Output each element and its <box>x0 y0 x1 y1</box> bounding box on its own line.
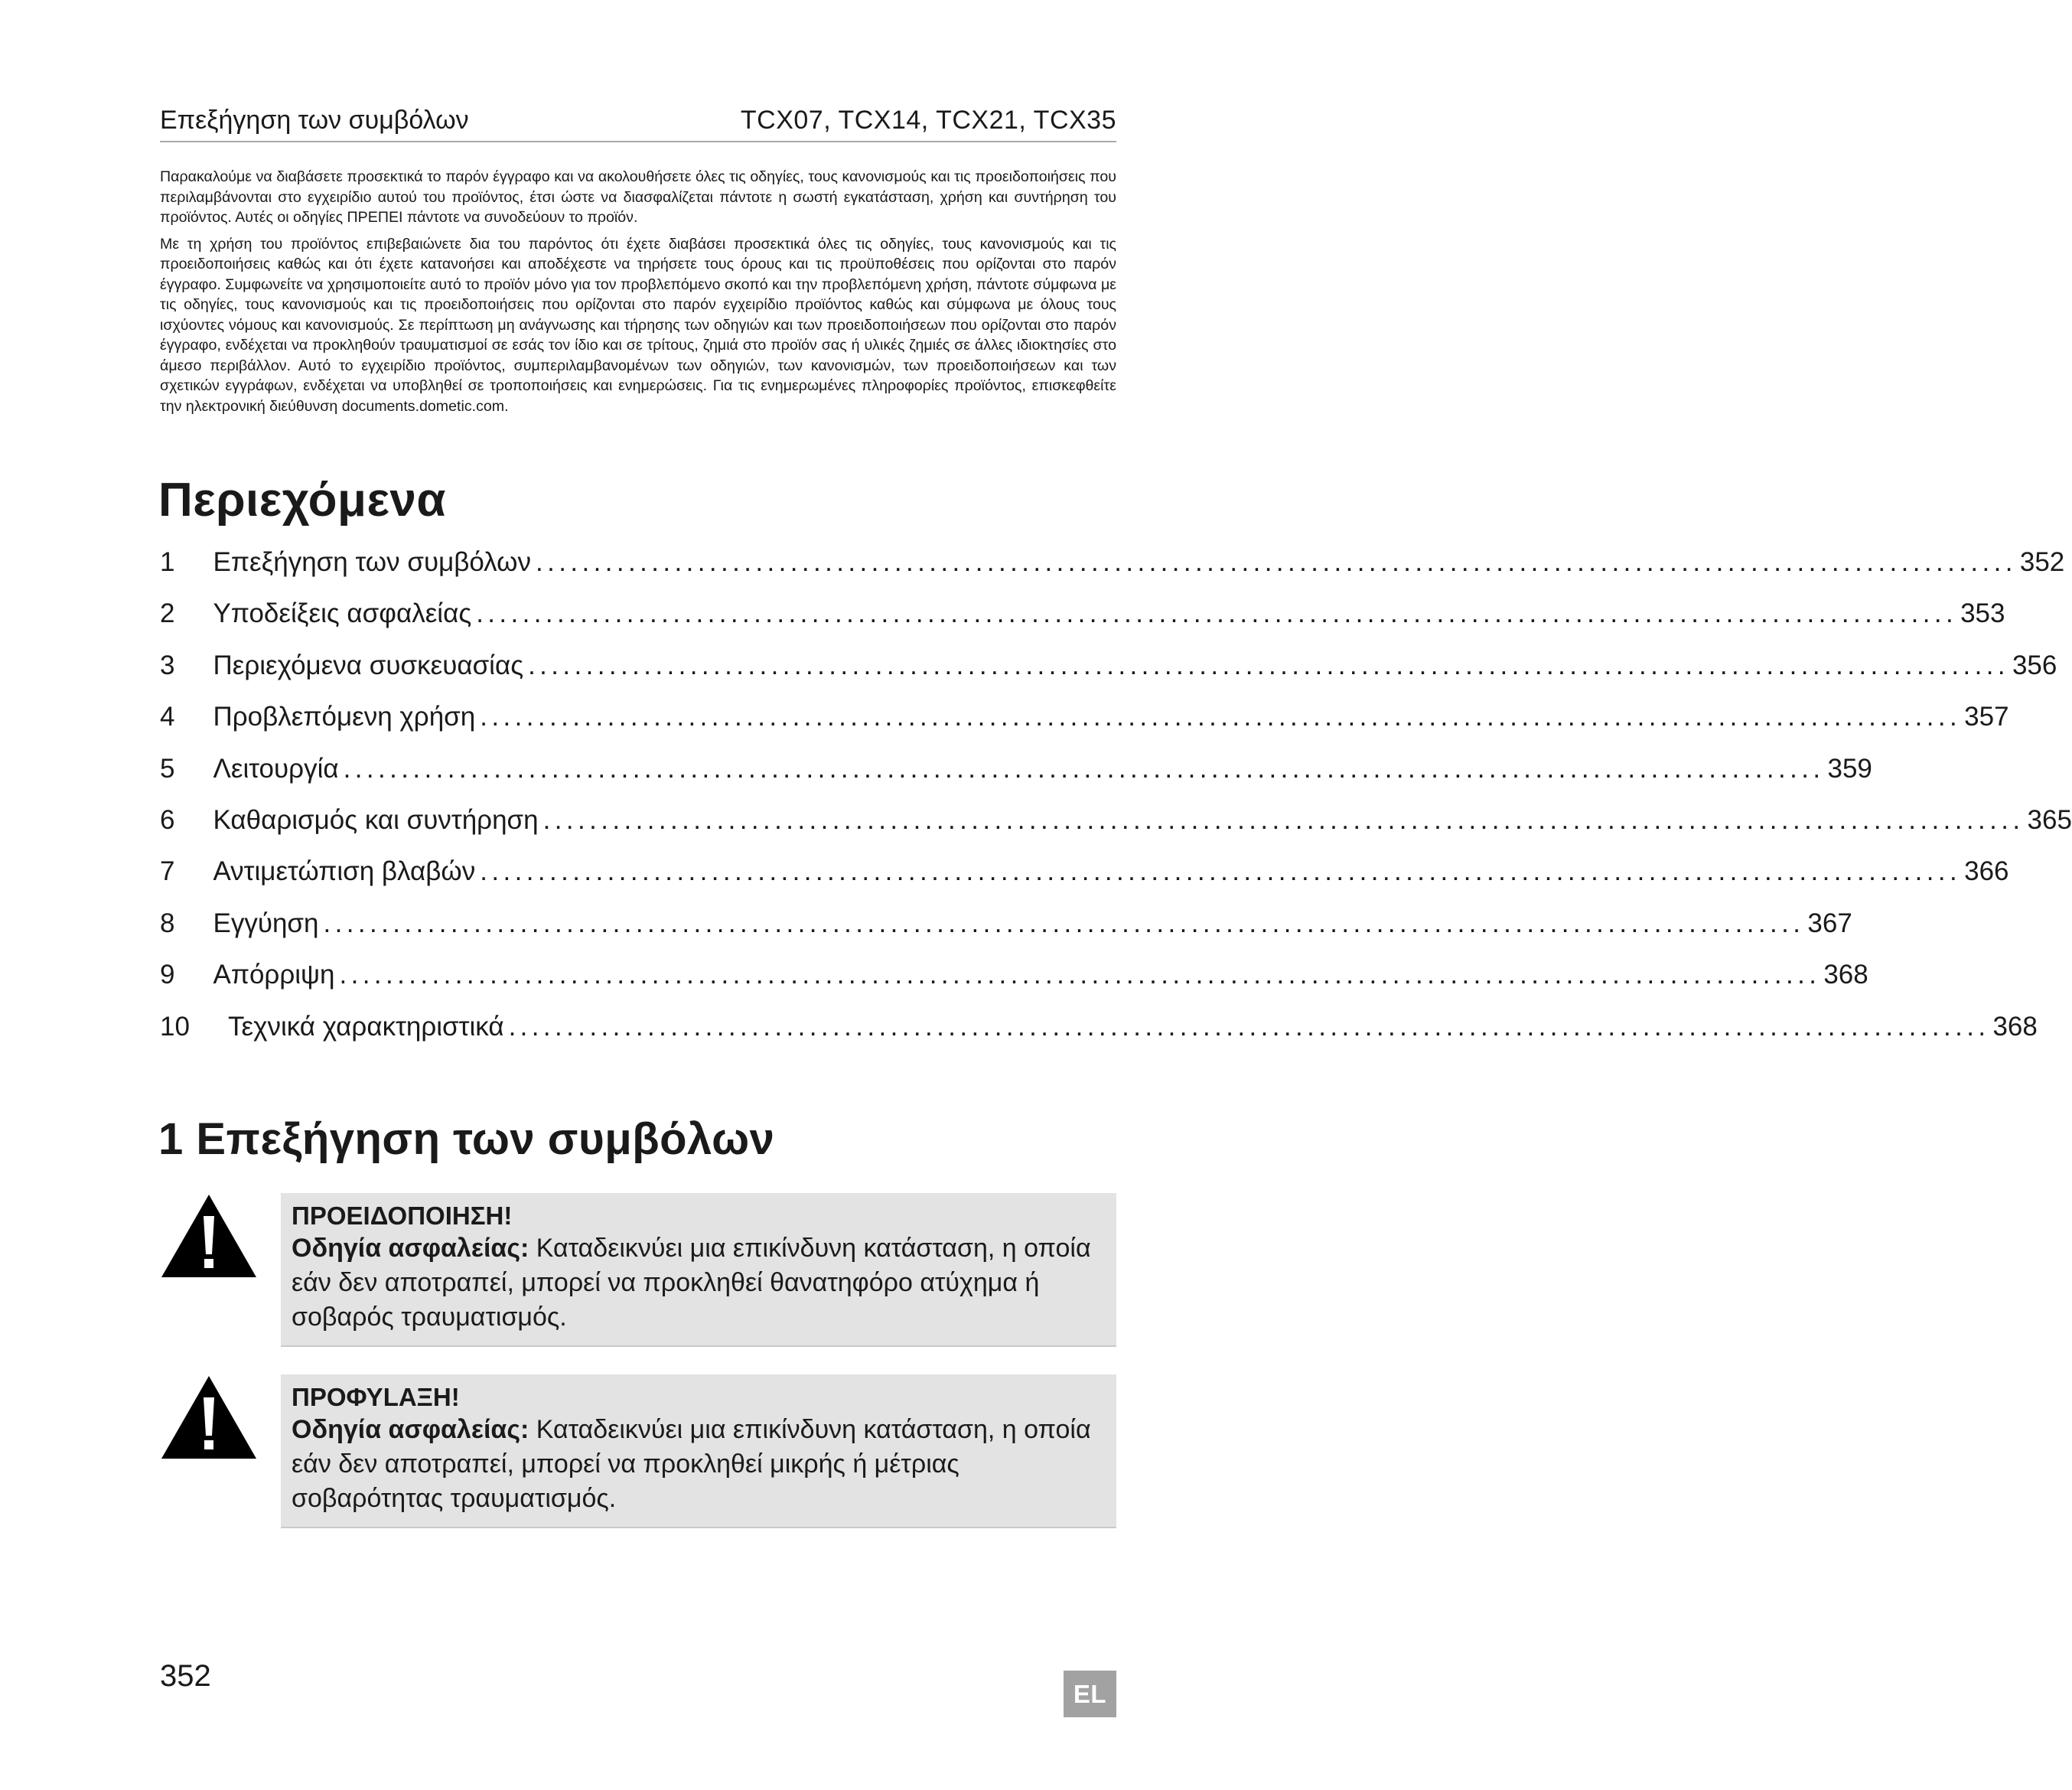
toc-entry-label: Επεξήγηση των συμβόλων <box>213 547 531 577</box>
toc-leader-dots: ................................................................................................................................ <box>480 856 1962 887</box>
warning-triangle-icon <box>160 1193 258 1279</box>
toc-entry-page: 365 <box>2027 804 2072 835</box>
notice-text <box>292 1413 1106 1516</box>
toc-leader-dots: ................................................................................................................................ <box>528 650 2009 680</box>
toc-entry-number: 4 <box>160 702 175 732</box>
table-of-contents <box>160 547 2072 1063</box>
toc-entry[interactable] <box>160 1011 2038 1063</box>
header-model-list: TCX07, TCX14, TCX21, TCX35 <box>740 106 1116 135</box>
toc-entry-label: Καθαρισμός και συντήρηση <box>213 804 539 835</box>
toc-entry-label: Εγγύηση <box>213 908 319 938</box>
caution-triangle-icon <box>160 1374 258 1460</box>
toc-leader-dots: ................................................................................................................................ <box>339 960 1821 990</box>
toc-entry-number: 5 <box>160 753 175 784</box>
intro-paragraph: Παρακαλούμε να διαβάσετε προσεκτικά το παρόν έγγραφο και να ακολουθήσετε όλες τις οδηγίες, τους κανονισμούς και τις προειδοποιήσεις που περιλαμβάνονται στο εγχειρίδιο αυτού του προϊόντος, έτσι ώστε να διασφαλίζεται πάντοτε η σωστή εγκατάσταση, χρήση και συντήρηση του προϊόντος. Αυτές οι οδηγίες ΠΡΕΠΕΙ πάντοτε να συνοδεύουν το προϊόν. <box>160 168 1116 226</box>
toc-entry-label: Υποδείξεις ασφαλείας <box>213 598 472 629</box>
toc-leader-dots: ................................................................................................................................ <box>535 547 2017 577</box>
toc-entry-page: 357 <box>1964 702 2009 732</box>
notice-description: Καταδεικνύει μια επικίνδυνη κατάσταση, η οποία εάν δεν αποτραπεί, μπορεί να προκληθεί μικρής ή μέτριας σοβαρότητας τραυματισμός. <box>292 1415 1091 1513</box>
toc-entry-label: Προβλεπόμενη χρήση <box>213 702 476 732</box>
toc-entry[interactable] <box>160 547 2065 598</box>
running-header <box>160 103 1116 142</box>
toc-leader-dots: ................................................................................................................................ <box>343 753 1825 784</box>
intro-paragraph: Με τη χρήση του προϊόντος επιβεβαιώνετε δια του παρόντος ότι έχετε διαβάσει προσεκτικά όλες τις οδηγίες, τους κανονισμούς και τις προειδοποιήσεις καθώς και ότι έχετε κατανοήσει και αποδέχεστε να τηρήσετε τους όρους και τις προϋποθέσεις που ορίζονται στο παρόν έγγραφο. Συμφωνείτε να χρησιμοποιείτε αυτό το προϊόν μόνο για τον προβλεπόμενο σκοπό και την προβλεπόμενη χρήση, πάντοτε σύμφωνα με τις οδηγίες, τους κανονισμούς και τις προειδοποιήσεις που ορίζονται στο παρόν εγχειρίδιο προϊόντος καθώς και σύμφωνα με όλους τους ισχύοντες νόμους και κανονισμούς. Σε περίπτωση μη ανάγνωσης και τήρησης των οδηγιών και των προειδοποιήσεων που ορίζονται στο παρόν έγγραφο, ενδέχεται να προκληθούν τραυματισμοί σε εσάς τον ίδιο και σε τρίτους, ζημιά στο προϊόν σας ή υλικές ζημιές σε άλλες ιδιοκτησίες στο άμεσο περιβάλλον. Αυτό το εγχειρίδιο προϊόντος, συμπεριλαμβανομένων των οδηγιών, των κανονισμών, των προειδοποιήσεων και των σχετικών εγγράφων, ενδέχεται να υποβληθεί σε τροποποιήσεις και ενημερώσεις. Για τις ενημερωμένες πληροφορίες προϊόντος, επισκεφθείτε την ηλεκτρονική διεύθυνση documents.dometic.com. <box>160 235 1116 415</box>
toc-entry[interactable] <box>160 908 1852 960</box>
toc-entry-number: 9 <box>160 960 175 990</box>
toc-entry-page: 356 <box>2012 650 2057 680</box>
toc-entry-number: 1 <box>160 547 175 577</box>
toc-entry-page: 368 <box>1823 960 1868 990</box>
notice-description: Καταδεικνύει μια επικίνδυνη κατάσταση, η οποία εάν δεν αποτραπεί, μπορεί να προκληθεί θανατηφόρο ατύχημα ή σοβαρός τραυματισμός. <box>292 1234 1091 1332</box>
toc-entry[interactable] <box>160 753 1872 805</box>
toc-entry[interactable] <box>160 856 2009 908</box>
toc-entry-page: 352 <box>2019 547 2065 577</box>
toc-entry-label: Τεχνικά χαρακτηριστικά <box>227 1011 504 1042</box>
toc-entry-page: 359 <box>1827 753 1872 784</box>
page-number: 352 <box>160 1659 211 1693</box>
toc-entry-label: Περιεχόμενα συσκευασίας <box>213 650 524 680</box>
toc-entry[interactable] <box>160 650 2057 702</box>
toc-leader-dots: ................................................................................................................................ <box>480 702 1962 732</box>
toc-entry-label: Απόρριψη <box>213 960 335 990</box>
toc-entry-number: 2 <box>160 598 175 629</box>
intro-text <box>160 167 1116 422</box>
toc-leader-dots: ................................................................................................................................ <box>508 1011 1990 1042</box>
toc-entry-number: 6 <box>160 804 175 835</box>
toc-entry-label: Αντιμετώπιση βλαβών <box>213 856 476 887</box>
toc-entry-page: 353 <box>1960 598 2005 629</box>
toc-entry-number: 8 <box>160 908 175 938</box>
section-title: 1 Επεξήγηση των συμβόλων <box>158 1114 775 1164</box>
toc-leader-dots: ................................................................................................................................ <box>542 804 2025 835</box>
toc-entry[interactable] <box>160 960 1868 1011</box>
toc-entry[interactable] <box>160 702 2009 753</box>
header-section-title: Επεξήγηση των συμβόλων <box>160 106 469 135</box>
toc-entry-number: 3 <box>160 650 175 680</box>
notice-label: Οδηγία ασφαλείας: <box>292 1234 529 1263</box>
toc-entry-page: 367 <box>1807 908 1852 938</box>
toc-leader-dots: ................................................................................................................................ <box>323 908 1805 938</box>
toc-title: Περιεχόμενα <box>158 474 446 527</box>
notice-keyword: ΠΡΟΦΥLΑΞΗ! <box>292 1383 460 1411</box>
toc-entry-page: 368 <box>1992 1011 2038 1042</box>
notice-box <box>281 1374 1116 1528</box>
notice-text <box>292 1231 1106 1335</box>
toc-entry[interactable] <box>160 598 2005 650</box>
notice-box <box>281 1193 1116 1347</box>
toc-entry[interactable] <box>160 804 2072 856</box>
notice-label: Οδηγία ασφαλείας: <box>292 1415 529 1444</box>
toc-entry-number: 10 <box>160 1011 190 1042</box>
toc-entry-label: Λειτουργία <box>213 753 339 784</box>
toc-entry-page: 366 <box>1964 856 2009 887</box>
toc-entry-number: 7 <box>160 856 175 887</box>
language-badge: EL <box>1064 1671 1116 1717</box>
notice-keyword: ΠΡΟΕΙΔΟΠΟΙΗΣΗ! <box>292 1201 513 1230</box>
toc-leader-dots: ................................................................................................................................ <box>476 598 1958 629</box>
